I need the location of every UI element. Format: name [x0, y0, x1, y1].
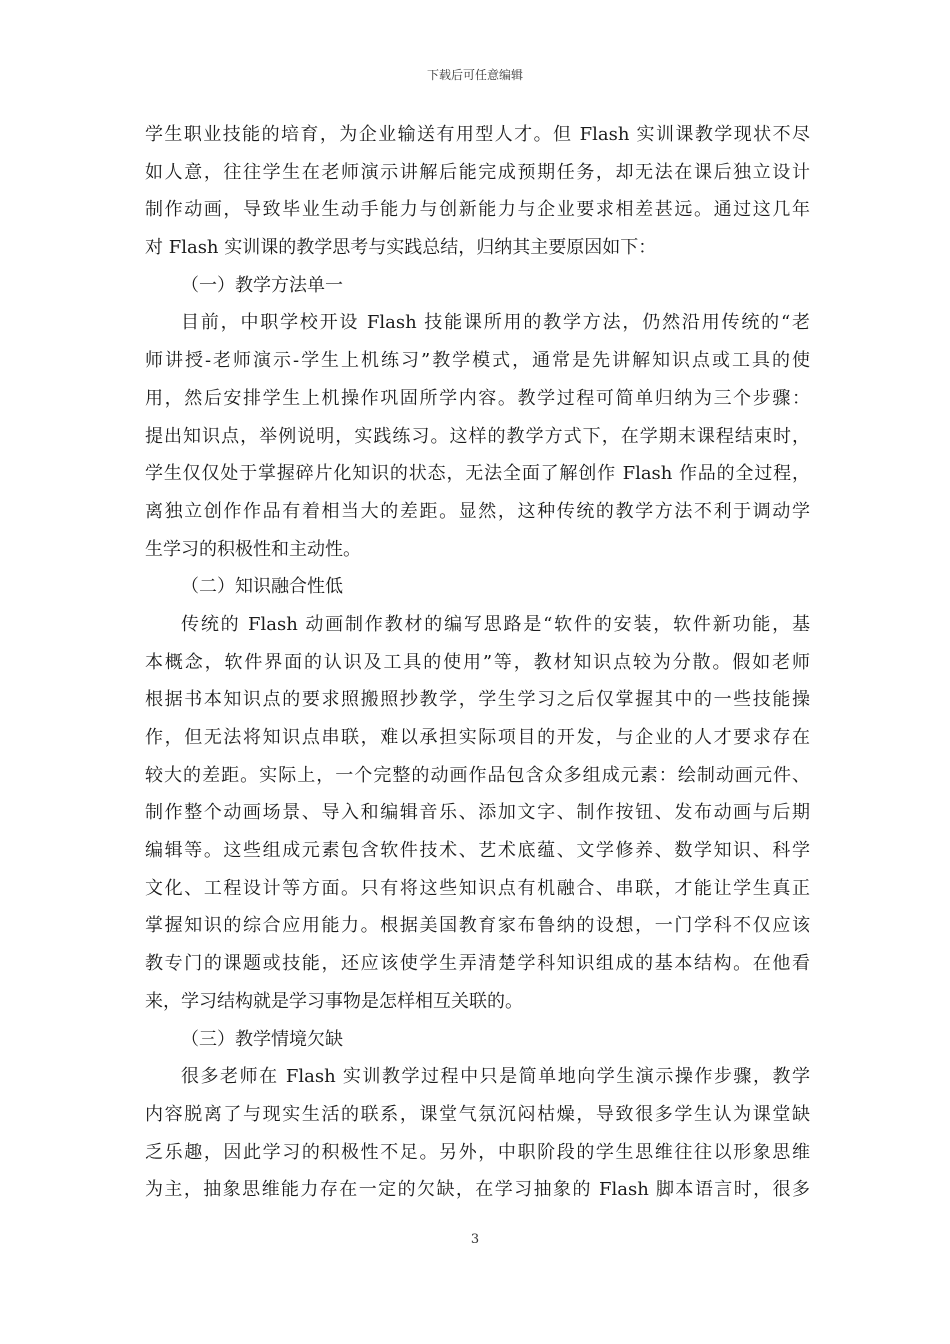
body-line: 本概念，软件界面的认识及工具的使用”等，教材知识点较为分散。假如老师: [145, 651, 810, 673]
section-heading-2: （二）知识融合性低: [181, 576, 343, 598]
section-heading-1: （一）教学方法单一: [181, 274, 343, 296]
body-line: 乏乐趣，因此学习的积极性不足。另外，中职阶段的学生思维往往以形象思维: [145, 1141, 810, 1163]
body-line: 提出知识点，举例说明，实践练习。这样的教学方式下，在学期末课程结束时，: [145, 425, 810, 447]
body-line: 内容脱离了与现实生活的联系，课堂气氛沉闷枯燥，导致很多学生认为课堂缺: [145, 1103, 810, 1125]
body-line: 对 Flash 实训课的教学思考与实践总结，归纳其主要原因如下：: [145, 237, 657, 259]
body-line: 学生职业技能的培育，为企业输送有用型人才。但 Flash 实训课教学现状不尽: [145, 124, 810, 145]
document-body: [145, 116, 810, 1209]
body-line: 传统的 Flash 动画制作教材的编写思路是“软件的安装，软件新功能，基: [181, 613, 810, 635]
body-line: 较大的差距。实际上，一个完整的动画作品包含众多组成元素：绘制动画元件、: [145, 764, 810, 786]
body-line: 学生仅仅处于掌握碎片化知识的状态，无法全面了解创作 Flash 作品的全过程，: [145, 463, 810, 485]
body-line: 离独立创作作品有着相当大的差距。显然，这种传统的教学方法不利于调动学: [145, 500, 810, 522]
body-line: 目前，中职学校开设 Flash 技能课所用的教学方法，仍然沿用传统的“老: [181, 312, 810, 334]
body-line: 文化、工程设计等方面。只有将这些知识点有机融合、串联，才能让学生真正: [145, 877, 810, 899]
body-line: 来，学习结构就是学习事物是怎样相互关联的。: [145, 990, 523, 1012]
body-line: 掌握知识的综合应用能力。根据美国教育家布鲁纳的设想，一门学科不仅应该: [145, 915, 810, 937]
body-line: 如人意，往往学生在老师演示讲解后能完成预期任务，却无法在课后独立设计: [145, 161, 810, 183]
body-line: 教专门的课题或技能，还应该使学生弄清楚学科知识组成的基本结构。在他看: [145, 953, 810, 975]
page-number: 3: [470, 1232, 480, 1247]
section-heading-3: （三）教学情境欠缺: [181, 1028, 343, 1050]
body-line: 生学习的积极性和主动性。: [145, 538, 361, 560]
body-line: 制作动画，导致毕业生动手能力与创新能力与企业要求相差甚远。通过这几年: [145, 199, 810, 221]
body-line: 作，但无法将知识点串联，难以承担实际项目的开发，与企业的人才要求存在: [145, 727, 810, 748]
body-line: 为主，抽象思维能力存在一定的欠缺，在学习抽象的 Flash 脚本语言时，很多: [145, 1179, 810, 1201]
body-line: 很多老师在 Flash 实训教学过程中只是简单地向学生演示操作步骤，教学: [181, 1066, 810, 1088]
body-line: 师讲授-老师演示-学生上机练习”教学模式，通常是先讲解知识点或工具的使: [145, 350, 810, 372]
body-line: 用，然后安排学生上机操作巩固所学内容。教学过程可简单归纳为三个步骤：: [145, 387, 810, 409]
body-line: 制作整个动画场景、导入和编辑音乐、添加文字、制作按钮、发布动画与后期: [145, 802, 810, 824]
body-line: 根据书本知识点的要求照搬照抄教学，学生学习之后仅掌握其中的一些技能操: [145, 689, 810, 711]
page-header: 下载后可任意编辑: [426, 68, 523, 82]
body-line: 编辑等。这些组成元素包含软件技术、艺术底蕴、文学修养、数学知识、科学: [145, 840, 810, 862]
